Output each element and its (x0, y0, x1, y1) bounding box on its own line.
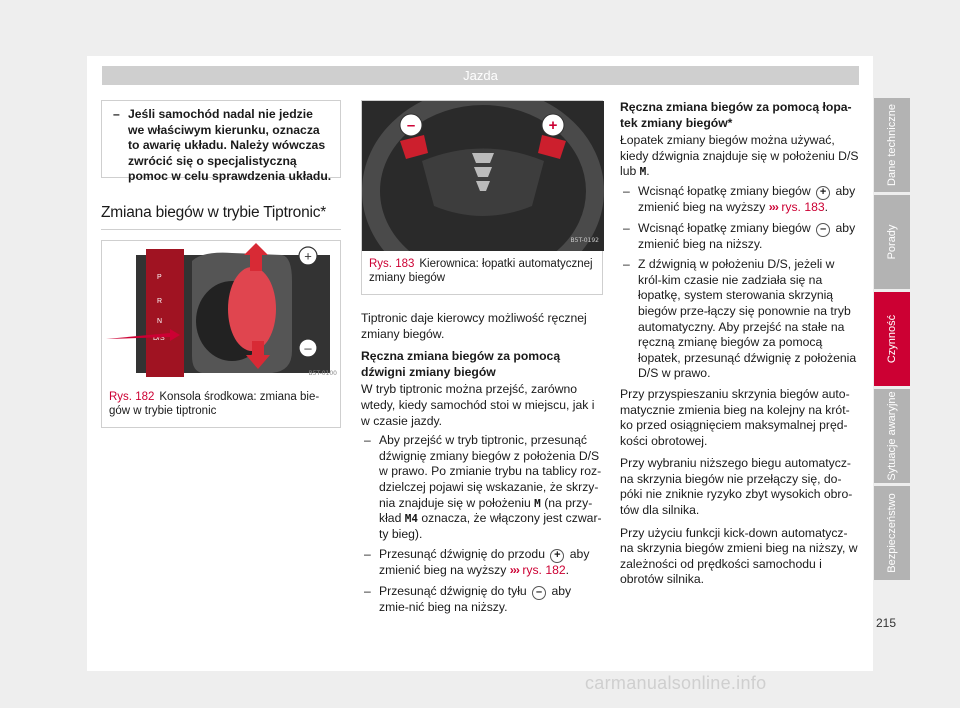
tab-porady[interactable] (874, 195, 910, 289)
mode-m-symbol: M (534, 496, 541, 510)
plus-icon: + (550, 549, 564, 563)
paragraph: Łopatek zmiany biegów można używać, kiedy dźwignia znajduje się w położeniu D/S lub M. (620, 133, 859, 179)
plus-symbol: + (304, 248, 312, 264)
lever-heading: Ręczna zmiana biegów za pomocą dźwigni zmiany biegów (361, 349, 561, 379)
text: Aby przejść w tryb tiptronic, przesunąć dźwignię zmiany biegów z położenia D/S w prawo. Po zmianie trybu na tablicy roz-dzielczej pojawi się wskazanie, że skrzy-nia znajduje się w położeniu (379, 433, 602, 510)
mode-m4-symbol: M4 (404, 512, 418, 526)
figure-reference-link[interactable]: rys. 182 (522, 563, 566, 578)
text: Przesunąć dźwignię do przodu (379, 547, 545, 562)
column-middle (361, 100, 603, 621)
text: aby zmienić bieg na niższy. (638, 220, 856, 251)
paragraph: Przy użyciu funkcji kick-down automatycz-na skrzynia biegów zmieni bieg na niższy, w zależności od prędkości samochodu i obrotów silnika. (620, 525, 858, 587)
tab-dane-techniczne[interactable] (874, 98, 910, 192)
text: aby zmie-nić bieg na niższy. (379, 583, 572, 614)
gate-label-n: N (157, 318, 163, 325)
gate-label-p: P (157, 274, 162, 281)
intro-paragraph: Tiptronic daje kierowcy możliwość ręcznej zmiany biegów. (361, 311, 587, 341)
gear-gate-panel (146, 249, 184, 377)
text: aby zmienić bieg na wyższy (638, 183, 856, 214)
figure-caption-text: Kierownica: łopatki automatycznej zmiany biegów (369, 258, 593, 284)
gear-console-illustration (102, 241, 340, 384)
text: (na przy-kład (379, 495, 593, 526)
list-item: – Wcisnąć łopatkę zmiany biegów + aby zmienić bieg na wyższy ››› rys. 183. (620, 184, 860, 216)
reference-arrow-icon: ››› (509, 563, 519, 578)
tab-label: Dane techniczne (886, 104, 898, 186)
page-header: Jazda (102, 66, 859, 85)
paragraph: Przy wybraniu niższego biegu automatycz-na skrzynia biegów nie przełączy się, do-póki nie zniknie ryzyko zbyt wysokich obro-tów dla silnika. (620, 456, 853, 518)
figure-182 (101, 240, 341, 428)
text: Wcisnąć łopatkę zmiany biegów (638, 220, 811, 235)
plus-symbol: + (548, 117, 558, 134)
figure-caption-text: Konsola środkowa: zmiana bie-gów w trybie tiptronic (109, 391, 320, 417)
minus-icon: – (532, 586, 546, 600)
minus-icon: – (816, 223, 830, 237)
list-item (361, 584, 603, 616)
column-left (101, 100, 341, 428)
gate-label-ds: D/S (153, 335, 165, 342)
watermark: carmanualsonline.info (585, 673, 767, 693)
figure-caption (362, 251, 602, 294)
gate-label-r: R (157, 298, 163, 305)
list-item: – Przesunąć dźwignię do przodu + aby zmienić bieg na wyższy ››› rys. 182. (361, 547, 603, 579)
tab-bezpieczenstwo[interactable] (874, 486, 910, 580)
warning-text: – Jeśli samochód nadal nie jedzie we właściwym kierunku, oznacza to awarię układu. Należy wówczas zwrócić się o specjalistyczną pomoc w celu sprawdzenia układu. (110, 107, 332, 185)
tab-sytuacje-awaryjne[interactable] (874, 389, 910, 483)
image-code: B5T-0100 (308, 370, 337, 378)
tab-label: Sytuacje awaryjne (886, 391, 898, 481)
steering-wheel-illustration (362, 101, 602, 251)
figure-number: Rys. 183 (369, 258, 415, 270)
side-tabs (874, 98, 910, 583)
paddle-heading: Ręczna zmiana biegów za pomocą łopa-tek zmiany biegów* (620, 100, 852, 130)
text: aby zmienić bieg na wyższy (379, 547, 590, 578)
page-number: 215 (876, 616, 897, 630)
mode-m-symbol: M (639, 165, 647, 179)
text: Łopatek zmiany biegów można używać, kiedy dźwignia znajduje się w położeniu D/S lub (620, 133, 859, 179)
gear-console-svg (102, 241, 342, 384)
tab-label: Porady (886, 224, 898, 260)
list-item: – Z dźwignią w położeniu D/S, jeżeli w król-kim czasie nie zadziała się na łopatkę, system sterowania skrzynią biegów prze-łączy się ponownie na tryb automatyczny. Aby przejść na stałe na ręczną zmianę biegów za pomocą łopatek, przesunąć dźwignię z położenia D/S w prawo. (620, 257, 860, 382)
text: oznacza, że włączony jest czwar-ty bieg). (379, 511, 602, 541)
column-right (620, 100, 860, 595)
paragraph: Przy przyspieszaniu skrzynia biegów auto-matycznie zmienia bieg na kolejny na krót-ko przed osiągnięciem maksymalnej pręd-kości obrotowej. (620, 386, 850, 448)
plus-icon: + (816, 186, 830, 200)
list-item (620, 221, 860, 253)
gear-knob (228, 267, 276, 351)
text: Wcisnąć łopatkę zmiany biegów (638, 183, 811, 198)
tab-label: Bezpieczeństwo (886, 493, 898, 573)
steering-wheel-svg (362, 101, 604, 251)
image-code: B5T-0192 (570, 237, 599, 245)
minus-symbol: – (406, 117, 416, 134)
figure-183 (361, 100, 603, 295)
minus-symbol: – (304, 340, 312, 356)
figure-number: Rys. 182 (109, 391, 155, 403)
section-title: Zmiana biegów w trybie Tiptronic* (101, 203, 341, 230)
text: Przesunąć dźwignię do tyłu (379, 583, 527, 598)
figure-reference-link[interactable]: rys. 183 (781, 199, 825, 214)
tab-label: Czynność (886, 314, 898, 364)
warning-box (101, 100, 341, 184)
figure-caption (102, 384, 340, 427)
reference-arrow-icon: ››› (768, 199, 778, 214)
tab-czynnosc[interactable] (874, 292, 910, 386)
list-item (361, 433, 603, 542)
paragraph: W tryb tiptronic można przejść, zarówno wtedy, kiedy samochód stoi w miejscu, jak i w czasie jazdy. (361, 382, 595, 428)
